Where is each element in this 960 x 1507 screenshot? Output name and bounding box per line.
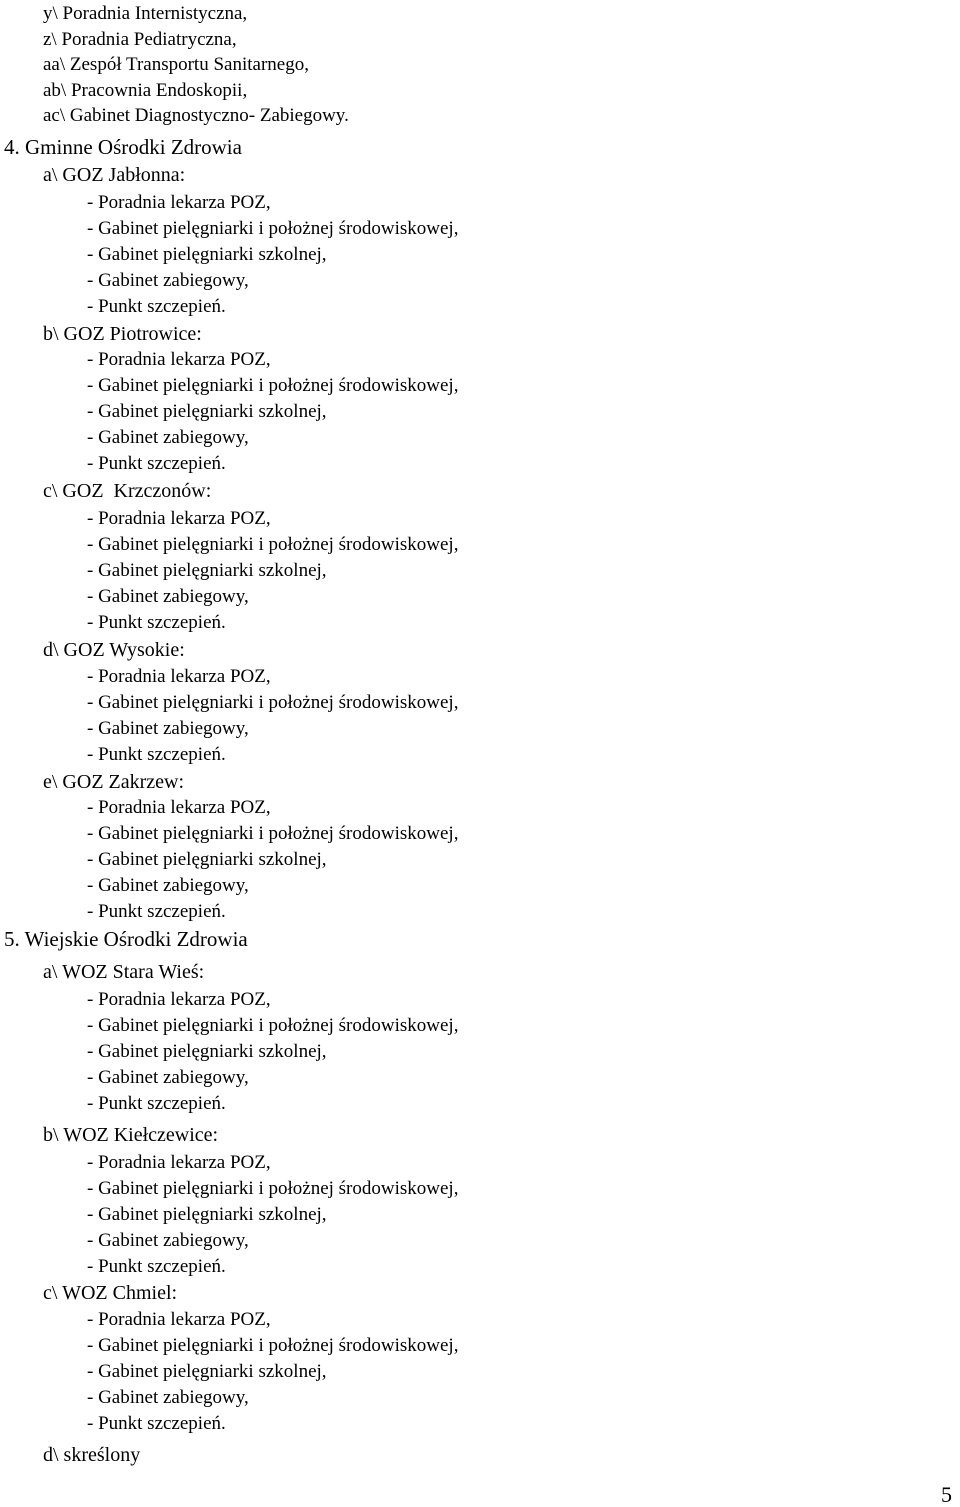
facility-name: c\ WOZ Chmiel:: [43, 1282, 178, 1304]
service-item: - Punkt szczepień.: [87, 744, 226, 765]
service-item: - Gabinet pielęgniarki i położnej środowiskowej,: [87, 375, 459, 396]
service-item: - Punkt szczepień.: [87, 612, 226, 633]
section-heading: 4. Gminne Ośrodki Zdrowia: [4, 135, 242, 159]
service-item: - Gabinet zabiegowy,: [87, 1387, 249, 1408]
service-item: - Gabinet zabiegowy,: [87, 875, 249, 896]
page-number: 5: [941, 1482, 952, 1507]
service-item: - Gabinet pielęgniarki szkolnej,: [87, 1041, 327, 1062]
service-item: - Gabinet pielęgniarki i położnej środowiskowej,: [87, 1178, 459, 1199]
facility-name: a\ WOZ Stara Wieś:: [43, 961, 205, 983]
service-item: - Poradnia lekarza POZ,: [87, 1152, 271, 1173]
facility-name: d\ GOZ Wysokie:: [43, 639, 185, 661]
service-item: - Poradnia lekarza POZ,: [87, 797, 271, 818]
section-heading: 5. Wiejskie Ośrodki Zdrowia: [4, 927, 248, 951]
service-item: - Punkt szczepień.: [87, 1256, 226, 1277]
service-item: - Poradnia lekarza POZ,: [87, 349, 271, 370]
service-item: - Gabinet pielęgniarki szkolnej,: [87, 244, 327, 265]
service-item: - Gabinet pielęgniarki i położnej środowiskowej,: [87, 823, 459, 844]
service-item: - Gabinet zabiegowy,: [87, 1067, 249, 1088]
service-item: - Gabinet zabiegowy,: [87, 1230, 249, 1251]
service-item: - Poradnia lekarza POZ,: [87, 1309, 271, 1330]
service-item: - Gabinet pielęgniarki i położnej środowiskowej,: [87, 218, 459, 239]
list-item: ac\ Gabinet Diagnostyczno- Zabiegowy.: [43, 105, 349, 126]
service-item: - Punkt szczepień.: [87, 1413, 226, 1434]
facility-name: d\ skreślony: [43, 1444, 141, 1466]
service-item: - Gabinet pielęgniarki szkolnej,: [87, 1204, 327, 1225]
facility-name: c\ GOZ Krzczonów:: [43, 480, 212, 502]
service-item: - Poradnia lekarza POZ,: [87, 508, 271, 529]
list-item: z\ Poradnia Pediatryczna,: [43, 29, 237, 50]
service-item: - Punkt szczepień.: [87, 453, 226, 474]
service-item: - Poradnia lekarza POZ,: [87, 989, 271, 1010]
service-item: - Gabinet zabiegowy,: [87, 586, 249, 607]
service-item: - Gabinet pielęgniarki szkolnej,: [87, 849, 327, 870]
service-item: - Gabinet pielęgniarki szkolnej,: [87, 560, 327, 581]
service-item: - Gabinet pielęgniarki i położnej środowiskowej,: [87, 692, 459, 713]
service-item: - Poradnia lekarza POZ,: [87, 192, 271, 213]
facility-name: a\ GOZ Jabłonna:: [43, 164, 186, 186]
service-item: - Gabinet zabiegowy,: [87, 427, 249, 448]
service-item: - Punkt szczepień.: [87, 901, 226, 922]
list-item: ab\ Pracownia Endoskopii,: [43, 80, 248, 101]
list-item: aa\ Zespół Transportu Sanitarnego,: [43, 54, 309, 75]
facility-name: e\ GOZ Zakrzew:: [43, 771, 185, 793]
service-item: - Gabinet zabiegowy,: [87, 718, 249, 739]
facility-name: b\ WOZ Kiełczewice:: [43, 1124, 219, 1146]
service-item: - Gabinet pielęgniarki szkolnej,: [87, 401, 327, 422]
list-item: y\ Poradnia Internistyczna,: [43, 3, 248, 24]
service-item: - Punkt szczepień.: [87, 296, 226, 317]
service-item: - Gabinet pielęgniarki i położnej środowiskowej,: [87, 534, 459, 555]
facility-name: b\ GOZ Piotrowice:: [43, 323, 202, 345]
service-item: - Poradnia lekarza POZ,: [87, 666, 271, 687]
service-item: - Punkt szczepień.: [87, 1093, 226, 1114]
service-item: - Gabinet pielęgniarki szkolnej,: [87, 1361, 327, 1382]
service-item: - Gabinet zabiegowy,: [87, 270, 249, 291]
service-item: - Gabinet pielęgniarki i położnej środowiskowej,: [87, 1335, 459, 1356]
service-item: - Gabinet pielęgniarki i położnej środowiskowej,: [87, 1015, 459, 1036]
